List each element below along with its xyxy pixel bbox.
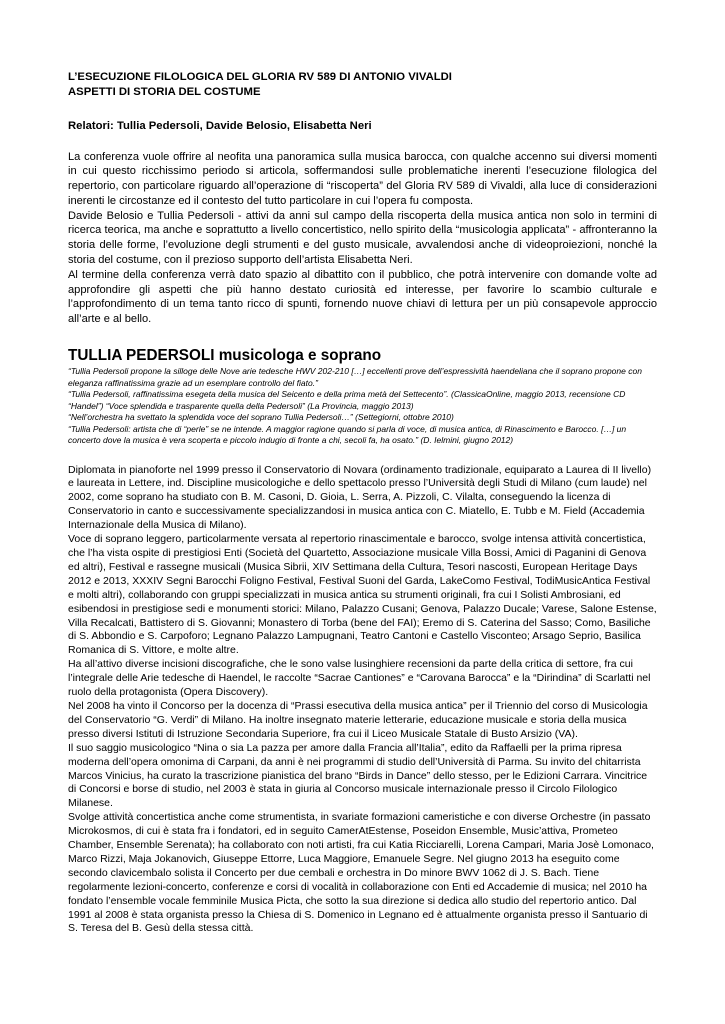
intro-section — [68, 150, 657, 328]
title-line-1: L’ESECUZIONE FILOLOGICA DEL GLORIA RV 589 DI ANTONIO VIVALDI — [68, 71, 452, 83]
bio-paragraph: Voce di soprano leggero, particolarmente versata al repertorio rinascimentale e barocco, svolge intensa attività concertistica, che l’ha vista ospite di prestigiosi Enti (Società del Quartetto, Associazione musicale Villa Bossi, Amici di Paganini di Genova ed altri), Festival e rassegne musicali (Musica Sibrii, XIV Settimana della Cultura, Tesori nascosti, European Heritage Days 2012 e 2013, XXXIV Segni Barocchi Foligno Festival, Festival Suoni del Garda, LakeComo Festival, TodiMusicAntica Festival e molti altri), collaborando con gruppi specializzati in musica antica su strumenti originali, fra cui I Solisti Ambrosiani, ed esibendosi in prestigiose sedi e monumenti storici: Milano, Palazzo Cusani; Genova, Palazzo Ducale; Varese, Salone Estense, Villa Recalcati, Battistero di S. Giovanni; Monastero di Torba (bene del FAI); Eremo di S. Caterina del Sasso; Como, Basiliche di S. Abbondio e S. Carpoforo; Legnano Palazzo Lampugnani, Teatro Cantoni e Castello Visconteo; Arsago Seprio, Basilica Romanica di S. Vittore, e molte altre. — [68, 533, 657, 657]
intro-paragraph: Al termine della conferenza verrà dato spazio al dibattito con il pubblico, che potrà intervenire con domande volte ad approfondire gli aspetti che più hanno destato curiosità ed interesse, per favorire lo scambio culturale e l’approfondimento di un tema tanto ricco di spunti, fornendo nuove chiavi di lettura per un più consapevole approccio all’arte e al bello. — [68, 268, 657, 326]
press-quotes — [68, 366, 657, 447]
bio-paragraph: Diplomata in pianoforte nel 1999 presso il Conservatorio di Novara (ordinamento tradizionale, equiparato a Laurea di II livello) e laureata in Lettere, ind. Discipline musicologiche e dello spettacolo presso l’Università degli Studi di Milano (cum laude) nel 2002, come soprano ha studiato con B. M. Casoni, D. Gioia, L. Serra, A. Pizzoli, C. Vilalta, conseguendo la licenza di Conservatorio in canto e successivamente specializzandosi in musica antica con C. Miatello, E. Tubb e M. Field (Accademia Internazionale della Musica di Milano). — [68, 463, 652, 532]
document-title — [68, 70, 657, 99]
biography — [68, 464, 657, 937]
press-quote: “Nell’orchestra ha svettato la splendida voce del soprano Tullia Pedersoli…” (Settegiorni, ottobre 2010) — [68, 412, 454, 423]
intro-paragraph: La conferenza vuole offrire al neofita una panoramica sulla musica barocca, con qualche accenno sui diversi momenti in cui questo ricchissimo periodo si articola, soffermandosi sulle problematiche inerenti l’esecuzione filologica del repertorio, con particolare riguardo all’operazione di “riscoperta” del Gloria RV 589 di Vivaldi, alla luce di considerazioni inerenti le circostanze ed il contesto del tutto particolare in cui l’opera fu composta. — [68, 150, 657, 207]
bio-paragraph: Nel 2008 ha vinto il Concorso per la docenza di “Prassi esecutiva della musica antica” per il Triennio del corso di Musicologia del Conservatorio “G. Verdi” di Milano. Ha inoltre insegnato materie letterarie, educazione musicale e storia della musica presso diversi Istituti di Istruzione Secondaria Superiore, fra cui il Liceo Musicale Statale di Busto Arsizio (VA). — [68, 699, 648, 740]
bio-paragraph: Ha all’attivo diverse incisioni discografiche, che le sono valse lusinghiere recensioni da parte della critica di settore, fra cui l’integrale delle Arie tedesche di Haendel, le raccolte “Sacrae Cantiones” e “Carovana Barocca” e la “Dirindina” di Scarlatti nel ruolo della protagonista (Opera Discovery). — [68, 658, 651, 699]
speakers-line: Relatori: Tullia Pedersoli, Davide Belosio, Elisabetta Neri — [68, 120, 372, 132]
bio-paragraph: Il suo saggio musicologico “Nina o sia La pazza per amore dalla Francia all’Italia”, edito da Raffaelli per la prima ripresa moderna dell’opera omonima di Carpani, da anni è nei programmi di studio dell’Università di Parma. Su invito del chitarrista Marcos Vinicius, ha curato la trascrizione pianistica del brano “Birds in Dance” dello stesso, per le Edizioni Carrara. Vincitrice di Concorsi e borse di studio, nel 2003 è stata in giuria al Concorso musicale internazionale presso il Circolo Filologico Milanese. — [68, 741, 648, 810]
intro-paragraph: Davide Belosio e Tullia Pedersoli - attivi da anni sul campo della riscoperta della musica antica non solo in termini di ricerca teorica, ma anche e soprattutto a livello concertistico, nello spirito della “musicologia applicata” - affronteranno la storia delle forme, l’evoluzione degli strumenti e del gusto musicale, avvalendosi anche di videoproiezioni, nonché la storia del costume, con il prezioso supporto dell’artista Elisabetta Neri. — [68, 209, 657, 267]
press-quote: “Tullia Pedersoli, raffinatissima esegeta della musica del Seicento e della prima metà del Settecento”. (ClassicaOnline, maggio 2013, recensione CD “Handel”) “Voce splendida e trasparente quella della Pedersoli” (La Provincia, maggio 2013) — [68, 389, 626, 411]
title-line-2: ASPETTI DI STORIA DEL COSTUME — [68, 85, 261, 98]
section-heading: TULLIA PEDERSOLI musicologa e soprano — [68, 347, 382, 365]
document-page — [68, 70, 657, 936]
press-quote: “Tullia Pedersoli: artista che di “perle” se ne intende. A maggior ragione quando si parla di voce, di musica antica, di Rinascimento e Barocco. […] un concerto dove la musica è vera scoperta e piccolo indugio di fronte a chi, secoli fa, ha osato.” (D. Ielmini, giugno 2012) — [68, 423, 627, 446]
bio-paragraph: Svolge attività concertistica anche come strumentista, in svariate formazioni cameristiche e con diverse Orchestre (in passato Microkosmos, di cui è stata fra i fondatori, ed in seguito CamerAtEstense, Poseidon Ensemble, Music’attiva, Prometeo Chamber, Ensemble Serenata); ha collaborato con noti artisti, fra cui Katia Ricciarelli, Lorena Campari, Maria Josè Lomonaco, Marco Rizzi, Maja Jokanovich, Giuseppe Ettorre, Luca Maggiore, Emanuele Segre. Nel giugno 2013 ha eseguito come secondo clavicembalo solista il Concerto per due cembali e orchestra in Do minore BWV 1062 di J. S. Bach. Tiene regolarmente lezioni-concerto, conferenze e corsi di vocalità in collaborazione con Enti ed Accademie di musica; nel 2010 ha fondato l’ensemble vocale femminile Musica Picta, che sotto la sua direzione si dedica allo studio del repertorio antico. Dal 1991 al 2008 è stata organista presso la Chiesa di S. Domenico in Legnano ed è attualmente organista presso il Santuario di S. Teresa del B. Gesù della stessa città. — [68, 811, 654, 935]
press-quote: “Tullia Pedersoli propone la silloge delle Nove arie tedesche HWV 202-210 […] eccellenti prove dell’espressività haendeliana che il soprano propone con eleganza raffinatissima grazie ad un esemplare controllo del fiato.” — [68, 366, 642, 388]
